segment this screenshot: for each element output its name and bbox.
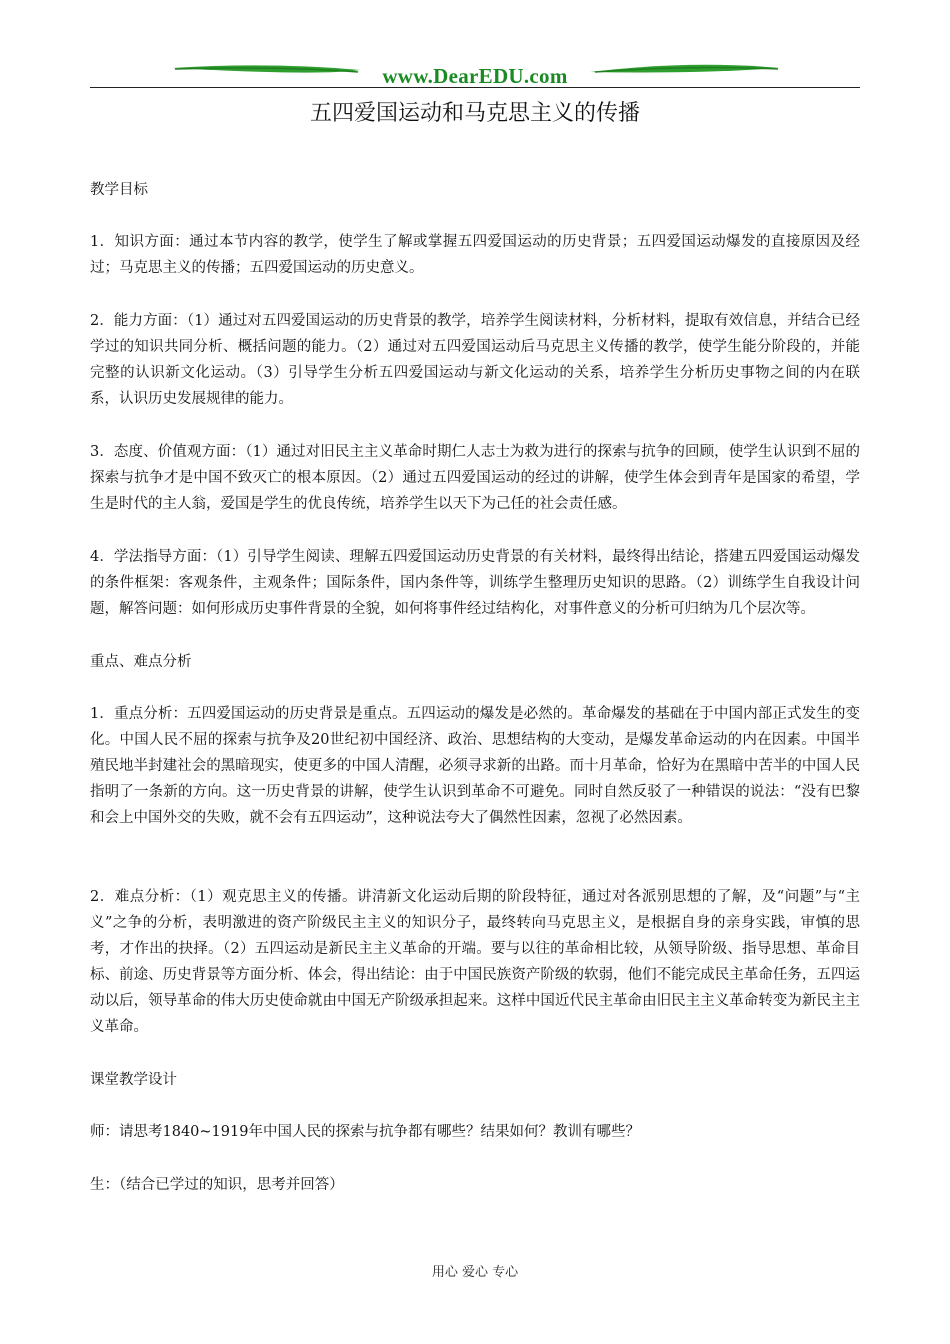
analysis-heading: 重点、难点分析 [90,654,192,670]
objective-method: 4．学法指导方面：（1）引导学生阅读、理解五四爱国运动历史背景的有关材料，最终得出结论，搭建五四爱国运动爆发的条件框架：客观条件，主观条件；国际条件，国内条件等，训练学生整理历史知识的思路。（2）训练学生自我设计问题，解答问题：如何形成历史事件背景的全貌，如何将事件经过结构化，对事件意义的分析可归纳为几个层次等。 [90,549,860,617]
teacher-question: 师：请思考1840~1919年中国人民的探索与抗争都有哪些？结果如何？教训有哪些？ [90,1124,640,1140]
document-title: 五四爱国运动和马克思主义的传播 [309,101,640,126]
objective-ability: 2．能力方面：（1）通过对五四爱国运动的历史背景的教学，培养学生阅读材料，分析材料，提取有效信息，并结合已经学过的知识共同分析、概括问题的能力。（2）通过对五四爱国运动后马克思主义传播的教学，使学生能分阶段的，并能完整的认识新文化运动。（3）引导学生分析五四爱国运动与新文化运动的关系，培养学生分析历史事物之间的内在联系，认识历史发展规律的能力。 [90,313,860,407]
objectives-heading: 教学目标 [90,182,148,198]
objective-knowledge: 1．知识方面：通过本节内容的教学，使学生了解或掌握五四爱国运动的历史背景；五四爱国运动爆发的直接原因及经过；马克思主义的传播；五四爱国运动的历史意义。 [90,234,860,276]
page-header [90,60,860,92]
site-logo-text[interactable]: www.DearEDU.com [382,64,568,88]
analysis-key-point: 1．重点分析：五四爱国运动的历史背景是重点。五四运动的爆发是必然的。革命爆发的基础在于中国内部正式发生的变化。中国人民不屈的探索与抗争及20世纪初中国经济、政治、思想结构的大变动，是爆发革命运动的内在因素。中国半殖民地半封建社会的黑暗现实，使更多的中国人清醒，必须寻求新的出路。而十月革命，恰好为在黑暗中苦半的中国人民指明了一条新的方向。这一历史背景的讲解，使学生认识到革命不可避免。同时自然反驳了一种错误的说法：“没有巴黎和会上中国外交的失败，就不会有五四运动”，这种说法夸大了偶然性因素，忽视了必然因素。 [90,706,860,826]
objective-attitude: 3．态度、价值观方面：（1）通过对旧民主主义革命时期仁人志士为救为进行的探索与抗争的回顾，使学生认识到不屈的探索与抗争才是中国不致灭亡的根本原因。（2）通过五四爱国运动的经过的讲解，使学生体会到青年是国家的希望，学生是时代的主人翁，爱国是学生的优良传统，培养学生以天下为己任的社会责任感。 [90,444,860,512]
document-body [90,177,860,1198]
page-footer: 用心 爱心 专心 [431,1265,519,1280]
design-heading: 课堂教学设计 [90,1072,177,1088]
header-divider [90,87,860,88]
student-answer: 生：（结合已学过的知识，思考并回答） [90,1177,344,1193]
analysis-difficult-point: 2．难点分析：（1）观克思主义的传播。讲清新文化运动后期的阶段特征，通过对各派别思想的了解，及“问题”与“主义”之争的分析，表明激进的资产阶级民主主义的知识分子，最终转向马克思主义，是根据自身的亲身实践，审慎的思考，才作出的抉择。（2）五四运动是新民主主义革命的开端。要与以往的革命相比较，从领导阶级、指导思想、革命目标、前途、历史背景等方面分析、体会，得出结论：由于中国民族资产阶级的软弱，他们不能完成民主革命任务，五四运动以后，领导革命的伟大历史使命就由中国无产阶级承担起来。这样中国近代民主革命由旧民主主义革命转变为新民主主义革命。 [90,889,860,1035]
